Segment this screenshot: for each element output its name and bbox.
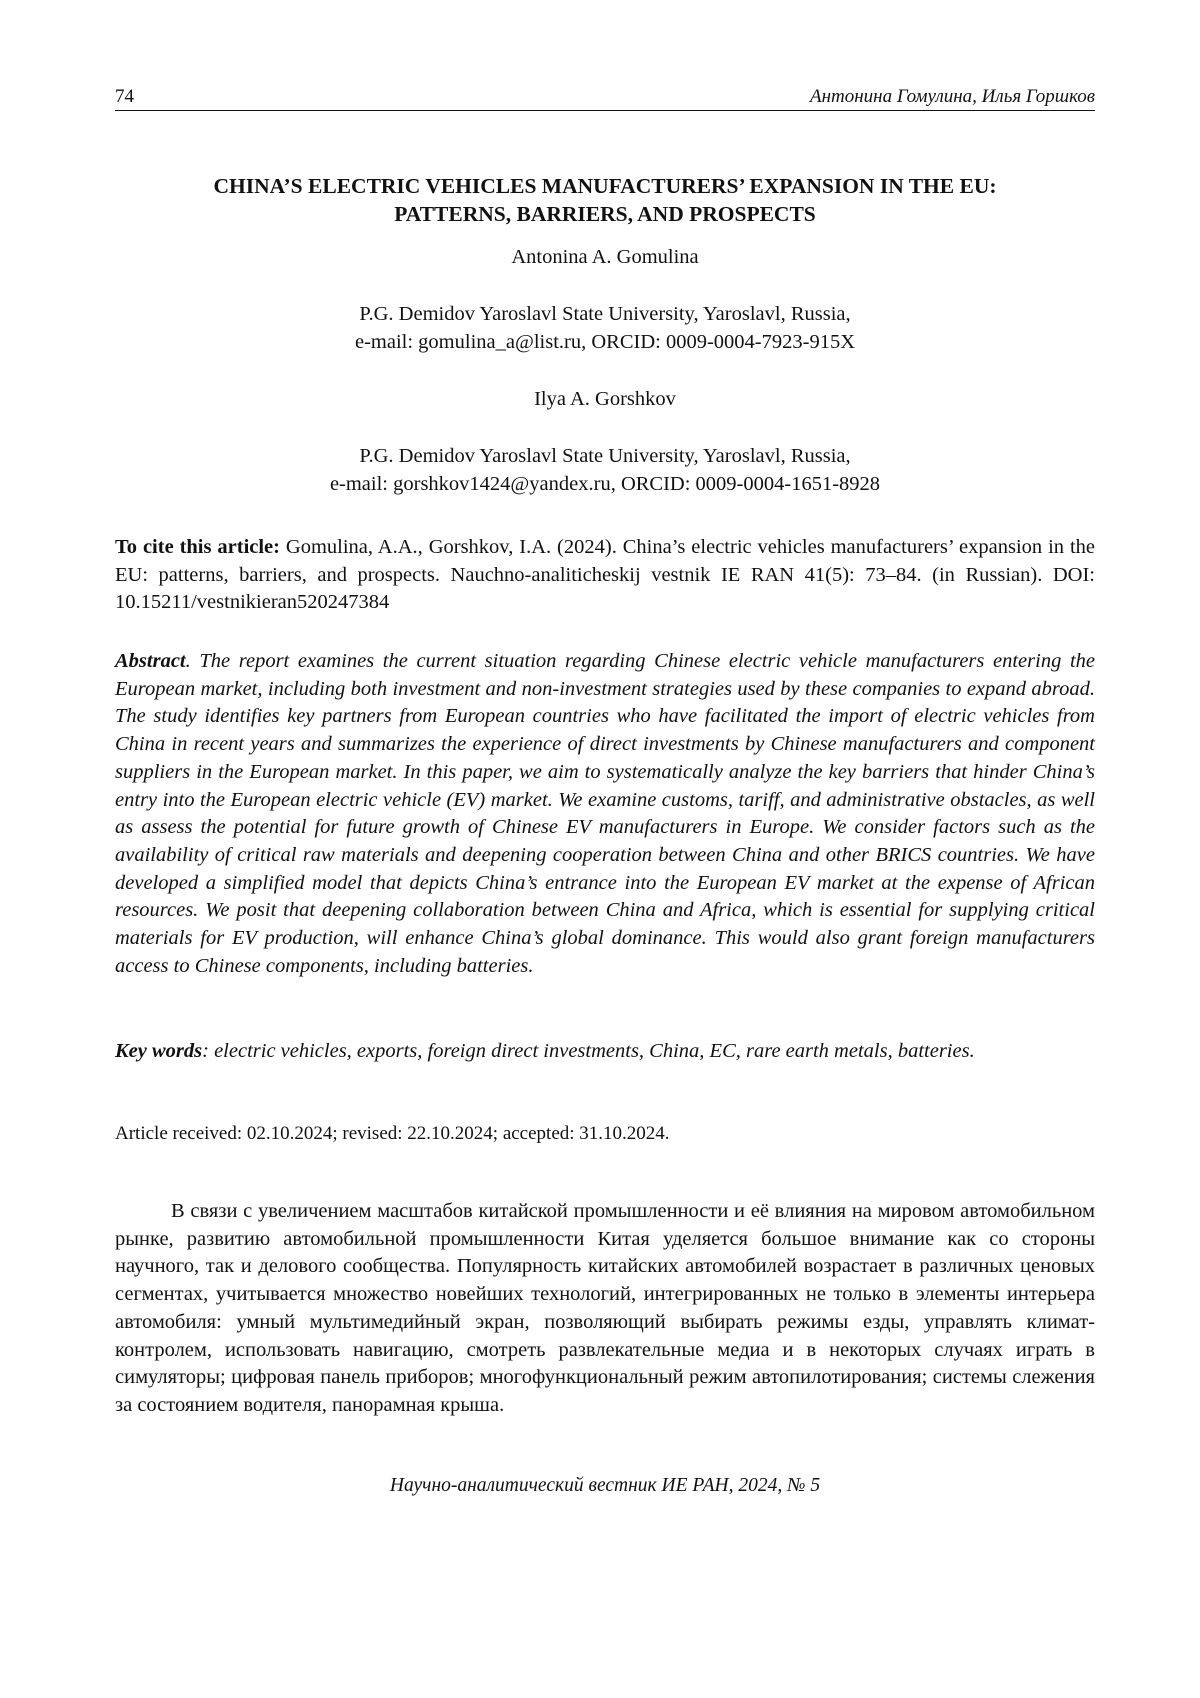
running-header	[115, 84, 1095, 111]
affiliation-line: P.G. Demidov Yaroslavl State University, Yaroslavl, Russia,	[359, 303, 851, 325]
author-name-1: Antonina A. Gomulina	[511, 246, 699, 268]
author-affiliation-1	[115, 300, 1095, 356]
author-affiliation-2	[115, 442, 1095, 498]
contact-line: e-mail: gomulina_a@list.ru, ORCID: 0009-0004-7923-915X	[355, 331, 855, 353]
contact-line: e-mail: gorshkov1424@yandex.ru, ORCID: 0009-0004-1651-8928	[329, 473, 881, 495]
title-line-1: CHINA’S ELECTRIC VEHICLES MANUFACTURERS’ EXPANSION IN THE EU:	[213, 174, 997, 198]
journal-footer: Научно-аналитический вестник ИЕ РАН, 2024, № 5	[389, 1475, 821, 1496]
keywords-block	[115, 1038, 1095, 1066]
citation-block	[115, 534, 1095, 617]
page-number: 74	[115, 86, 134, 107]
abstract-text: . The report examines the current situation regarding Chinese electric vehicle manufacturers entering the European market, including both investment and non-investment strategies used by these companies to expand abroad. The study identifies key partners from European countries who have facilitated the import of electric vehicles from China in recent years and summarizes the experience of direct investments by Chinese manufacturers and component suppliers in the European market. In this paper, we aim to systematically analyze the key barriers that hinder China’s entry into the European electric vehicle (EV) market. We examine customs, tariff, and administrative obstacles, as well as assess the potential for future growth of Chinese EV manufacturers in Europe. We consider factors such as the availability of critical raw materials and deepening cooperation between China and other BRICS countries. We have developed a simplified model that depicts China’s entrance into the European EV market at the expense of African resources. We posit that deepening collaboration between China and Africa, which is essential for supplying critical materials for EV production, will enhance China’s global dominance. This would also grant foreign manufacturers access to Chinese components, including batteries.	[115, 650, 1095, 977]
citation-text: Gomulina, A.A., Gorshkov, I.A. (2024). China’s electric vehicles manufacturers’ expansion in the EU: patterns, barriers, and prospects. Nauchno-analiticheskij vestnik IE RAN 41(5): 73–84. (in Russian). DOI: 10.15211/vestnikieran520247384	[115, 536, 1095, 614]
body-paragraph: В связи с увеличением масштабов китайской промышленности и её влияния на мировом автомобильном рынке, развитию автомобильной промышленности Китая уделяется большое внимание как со стороны научного, так и делового сообщества. Популярность китайских автомобилей возрастает в различных ценовых сегментах, учитывается множество новейших технологий, интегрированных не только в элементы интерьера автомобиля: умный мультимедийный экран, позволяющий выбирать режимы езды, управлять климат-контролем, использовать навигацию, смотреть развлекательные медиа и в некоторых случаях играть в симуляторы; цифровая панель приборов; многофункциональный режим автопилотирования; системы слежения за состоянием водителя, панорамная крыша.	[115, 1200, 1095, 1416]
running-authors: Антонина Гомулина, Илья Горшков	[809, 86, 1095, 107]
affiliation-line: P.G. Demidov Yaroslavl State University, Yaroslavl, Russia,	[359, 445, 851, 467]
title-line-2: PATTERNS, BARRIERS, AND PROSPECTS	[394, 202, 816, 226]
author-name-2: Ilya A. Gorshkov	[534, 388, 676, 410]
abstract-label: Abstract	[115, 650, 186, 672]
article-dates: Article received: 02.10.2024; revised: 22.10.2024; accepted: 31.10.2024.	[115, 1123, 670, 1144]
abstract-block	[115, 648, 1095, 980]
article-title	[115, 172, 1095, 228]
keywords-label: Key words	[115, 1040, 203, 1062]
keywords-text: : electric vehicles, exports, foreign direct investments, China, EC, rare earth metals, batteries.	[202, 1040, 975, 1062]
citation-label: To cite this article:	[115, 536, 280, 558]
